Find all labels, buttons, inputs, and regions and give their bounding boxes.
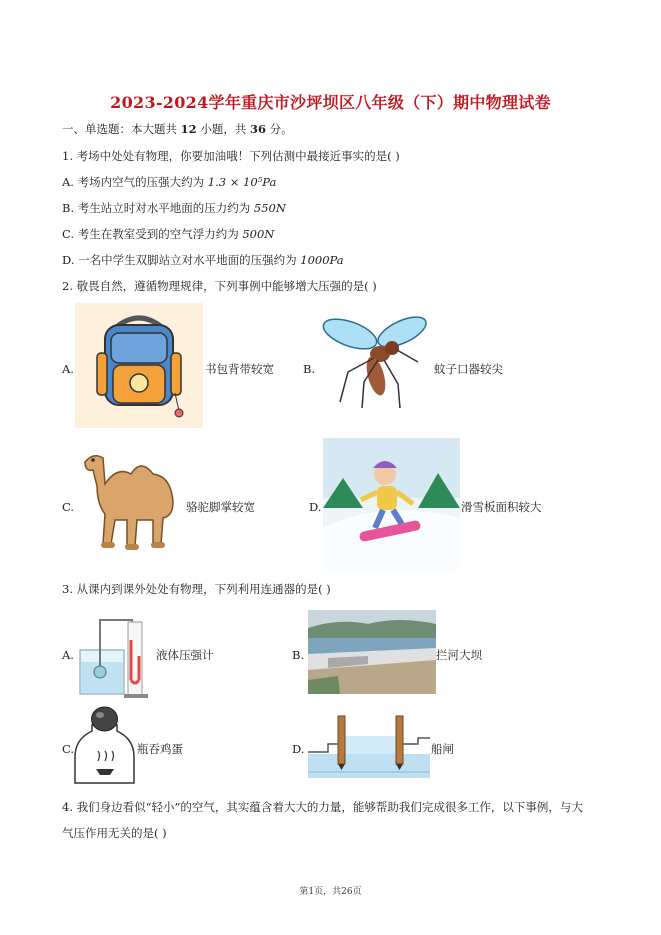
q2-option-a-label: A. <box>62 362 74 376</box>
egg-bottle-image <box>72 705 137 785</box>
page-title: 2023-2024学年重庆市沙坪坝区八年级（下）期中物理试卷 <box>110 93 551 112</box>
q3-option-a-label: A. <box>62 648 74 662</box>
q1-option-b: B. 考生站立时对水平地面的压力约为 550N <box>62 201 286 215</box>
q3-option-d-caption: 船闸 <box>431 742 454 756</box>
camel-image <box>75 444 185 556</box>
q3-option-c-caption: 瓶吞鸡蛋 <box>137 742 183 756</box>
section-header: 一、单选题：本大题共 12 小题，共 36 分。 <box>62 122 293 136</box>
q3-option-c-label: C. <box>62 742 75 756</box>
q4-stem-line2: 气压作用无关的是( ) <box>62 826 167 840</box>
q2-option-b-label: B. <box>303 362 316 376</box>
mosquito-image <box>318 312 430 412</box>
q2-option-c-label: C. <box>62 500 75 514</box>
q1-option-c: C. 考生在教室受到的空气浮力约为 500N <box>62 227 275 241</box>
q2-option-c-caption: 骆驼脚掌较宽 <box>186 500 255 514</box>
snowboarder-image <box>323 438 460 570</box>
page-footer: 第1页，共26页 <box>299 887 362 897</box>
q1-option-a: A. 考场内空气的压强大约为 1.3 × 10⁵Pa <box>62 175 277 189</box>
q4-stem-line1: 4. 我们身边看似“轻小”的空气，其实蕴含着大大的力量，能够帮助我们完成很多工作，以下事例，与大 <box>62 800 583 814</box>
q1-option-d: D. 一名中学生双脚站立对水平地面的压强约为 1000Pa <box>62 253 344 267</box>
q3-option-d-label: D. <box>292 742 305 756</box>
q2-option-b-caption: 蚊子口器较尖 <box>434 362 503 376</box>
ship-lock-image <box>308 712 430 778</box>
q3-option-b-label: B. <box>292 648 305 662</box>
q2-option-d-caption: 滑雪板面积较大 <box>461 500 542 514</box>
manometer-image <box>76 610 156 700</box>
q2-stem: 2. 敬畏自然，遵循物理规律，下列事例中能够增大压强的是( ) <box>62 279 377 293</box>
q2-option-a-caption: 书包背带较宽 <box>205 362 274 376</box>
q3-option-a-caption: 液体压强计 <box>156 648 214 662</box>
q2-option-d-label: D. <box>309 500 322 514</box>
q3-stem: 3. 从课内到课外处处有物理，下列利用连通器的是( ) <box>62 582 331 596</box>
q3-option-b-caption: 拦河大坝 <box>436 648 482 662</box>
backpack-image <box>75 303 203 428</box>
q1-stem: 1. 考场中处处有物理，你要加油哦！下列估测中最接近事实的是( ) <box>62 149 400 163</box>
dam-photo <box>308 610 436 694</box>
